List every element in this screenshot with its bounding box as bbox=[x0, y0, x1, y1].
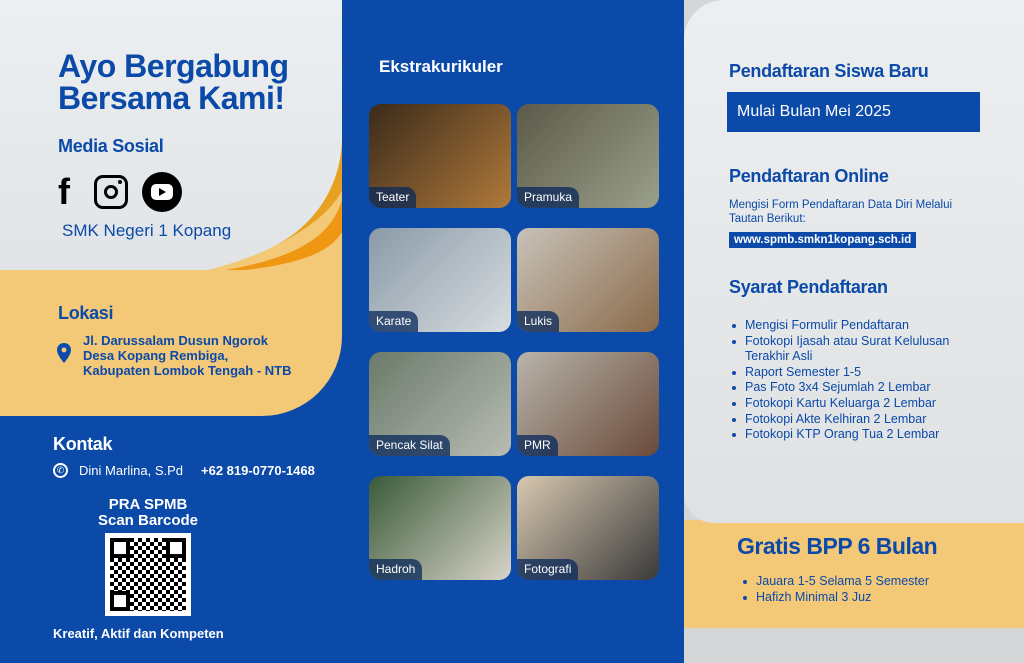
social-heading: Media Sosial bbox=[58, 136, 164, 156]
photo-label: Hadroh bbox=[369, 559, 422, 580]
contact-name: Dini Marlina, S.Pd bbox=[79, 463, 184, 478]
headline-line2: Bersama Kami! bbox=[58, 80, 285, 116]
tagline: Kreatif, Aktif dan Kompeten bbox=[53, 626, 224, 641]
extracurricular-photo bbox=[517, 104, 659, 208]
list-item: Hafizh Minimal 3 Juz bbox=[740, 590, 1000, 606]
online-text: Mengisi Form Pendaftaran Data Diri Melalui Tautan Berikut: bbox=[729, 199, 953, 225]
registration-date-badge: Mulai Bulan Mei 2025 bbox=[727, 92, 980, 132]
list-item: Fotokopi Ijasah atau Surat Kelulusan Terakhir Asli bbox=[729, 334, 969, 365]
instagram-icon[interactable] bbox=[94, 175, 128, 209]
list-item: Jauara 1-5 Selama 5 Semester bbox=[740, 574, 1000, 590]
left-panel bbox=[0, 0, 342, 663]
extracurricular-photo bbox=[369, 476, 511, 580]
photo-label: Fotografi bbox=[517, 559, 578, 580]
extracurricular-photo bbox=[369, 104, 511, 208]
location-heading: Lokasi bbox=[58, 303, 114, 323]
headline-line1: Ayo Bergabung bbox=[58, 48, 289, 84]
requirements-list bbox=[729, 318, 969, 443]
extracurricular-photo bbox=[517, 352, 659, 456]
contact-phone[interactable]: +62 819-0770-1468 bbox=[201, 463, 315, 478]
contact-heading: Kontak bbox=[53, 434, 113, 454]
address-line: Kabupaten Lombok Tengah - NTB bbox=[83, 363, 292, 378]
registration-link[interactable]: www.spmb.smkn1kopang.sch.id bbox=[729, 232, 916, 248]
list-item: Raport Semester 1-5 bbox=[729, 365, 969, 381]
registration-heading: Pendaftaran Siswa Baru bbox=[729, 61, 929, 81]
photo-label: Pramuka bbox=[517, 187, 579, 208]
photo-label: Karate bbox=[369, 311, 418, 332]
qr-title: PRA SPMB bbox=[108, 496, 188, 513]
photo-label: Teater bbox=[369, 187, 416, 208]
extracurricular-heading: Ekstrakurikuler bbox=[379, 57, 503, 76]
photo-label: PMR bbox=[517, 435, 558, 456]
map-pin-icon bbox=[57, 343, 71, 363]
requirements-heading: Syarat Pendaftaran bbox=[729, 277, 888, 297]
school-name: SMK Negeri 1 Kopang bbox=[62, 221, 232, 240]
address-line: Desa Kopang Rembiga, bbox=[83, 348, 229, 363]
youtube-icon[interactable] bbox=[142, 172, 182, 212]
orange-swoosh bbox=[180, 140, 342, 280]
extracurricular-photo bbox=[517, 228, 659, 332]
extracurricular-photo bbox=[369, 352, 511, 456]
online-heading: Pendaftaran Online bbox=[729, 166, 889, 186]
list-item: Fotokopi KTP Orang Tua 2 Lembar bbox=[729, 427, 969, 443]
qr-subtitle: Scan Barcode bbox=[97, 512, 199, 529]
extracurricular-photo bbox=[517, 476, 659, 580]
promo-heading: Gratis BPP 6 Bulan bbox=[737, 533, 938, 559]
qr-code[interactable] bbox=[105, 533, 191, 616]
address-line: Jl. Darussalam Dusun Ngorok bbox=[83, 333, 268, 348]
list-item: Fotokopi Kartu Keluarga 2 Lembar bbox=[729, 396, 969, 412]
list-item: Pas Foto 3x4 Sejumlah 2 Lembar bbox=[729, 380, 969, 396]
right-panel bbox=[684, 0, 1024, 663]
photo-label: Lukis bbox=[517, 311, 559, 332]
photo-label: Pencak Silat bbox=[369, 435, 450, 456]
middle-panel bbox=[342, 0, 684, 663]
extracurricular-photo bbox=[369, 228, 511, 332]
list-item: Mengisi Formulir Pendaftaran bbox=[729, 318, 969, 334]
promo-list bbox=[740, 574, 1000, 605]
facebook-icon[interactable]: f bbox=[58, 171, 70, 212]
list-item: Fotokopi Akte Kelhiran 2 Lembar bbox=[729, 412, 969, 428]
phone-icon: ✆ bbox=[53, 463, 68, 478]
